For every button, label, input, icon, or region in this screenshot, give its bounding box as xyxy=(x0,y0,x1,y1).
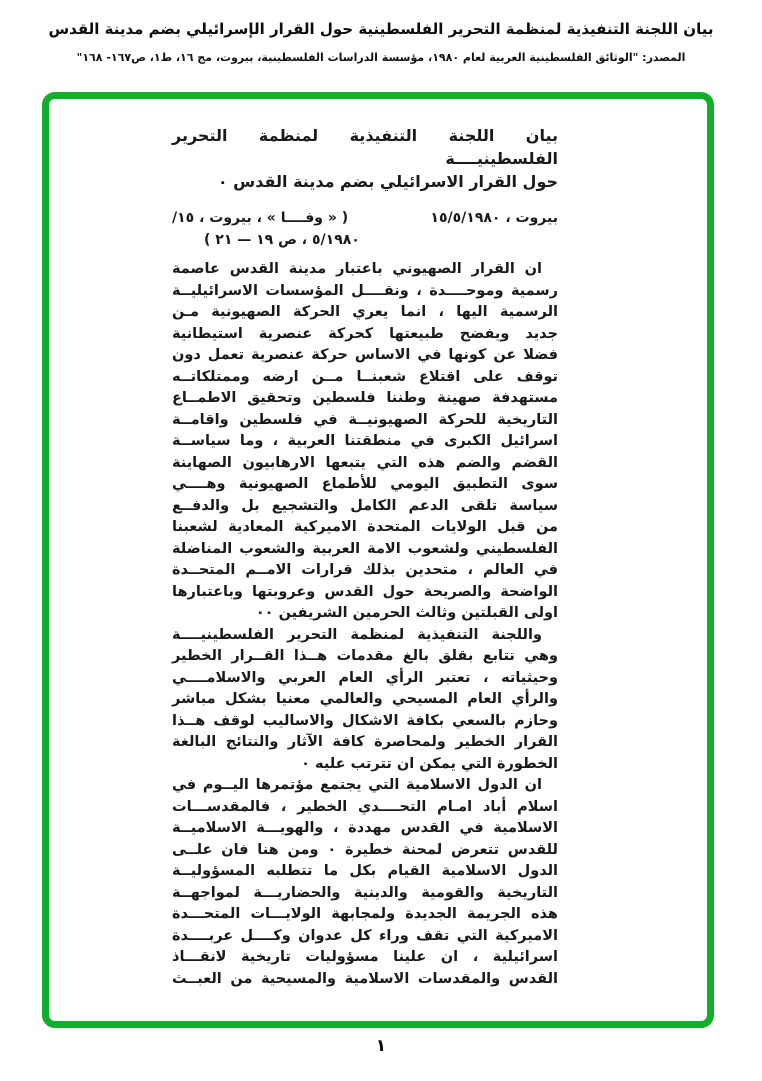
document-line: في العالم ، متحدين بذلك قرارات الامــم المتحــدة xyxy=(172,562,558,578)
document-line: واللجنة التنفيذية لمنظمة التحرير الفلسطينيــــة xyxy=(172,626,542,643)
document-line: اسرائيلية ، ان علينا مسؤوليات تاريخية لانقـــاذ xyxy=(172,949,558,965)
document-line: والرأي العام المسيحي والعالمي معنيا بشكل مباشر xyxy=(172,691,558,707)
document-line: ان الدول الاسلامية التي يجتمع مؤتمرها اليــوم في xyxy=(172,777,542,793)
document-title-line-1: بيان اللجنة التنفيذية لمنظمة التحرير الفلسطينيــــة xyxy=(172,126,558,168)
document-line: هذه الجريمة الجديدة ولمجابهة الولايـــات المتحـــدة xyxy=(172,906,558,922)
source-citation: المصدر: "الوثائق الفلسطينية العربية لعام ١٩٨٠، مؤسسة الدراسات الفلسطينية، بيروت، مج ١٦، ط١، ص١٦٧- ١٦٨" xyxy=(76,51,686,64)
dateline-citation-end: ٥/١٩٨٠ ، ص ١٩ — ٢١ ) xyxy=(204,232,360,248)
document-line: القدس والمقدسات الاسلامية والمسيحية من العبــث xyxy=(172,970,558,987)
document-line: وحازم بالسعي بكافة الاشكال والاساليب لوقف هــذا xyxy=(172,712,558,729)
page-title: بيان اللجنة التنفيذية لمنظمة التحرير الفلسطينية حول القرار الإسرائيلي بضم مدينة القدس xyxy=(48,20,714,38)
document-line: توقف على اقتلاع شعبنــا مــن ارضه وممتلكاتــه xyxy=(172,368,558,385)
document-line: اولى القبلتين وثالث الحرمين الشريفين ٠٠ xyxy=(255,605,558,621)
document-line: وحيثياته ، تعتبر الرأي العام العربي والاسلامــــي xyxy=(172,669,558,686)
document-line: ان القرار الصهيوني باعتبار مدينة القدس عاصمة xyxy=(172,261,542,277)
document-title xyxy=(172,124,558,193)
document-dateline xyxy=(172,207,558,251)
document-body xyxy=(172,259,558,990)
document-line: الاميركية التي تقف وراء كل عدوان وكــــل عربــــدة xyxy=(172,927,558,944)
document-line: اسلام أباد امـام التحــــدي الخطير ، فالمقدســـات xyxy=(172,798,558,815)
dateline-place-date: بيروت ، ١٥/٥/١٩٨٠ xyxy=(430,210,558,226)
dateline-citation-start: ( « وفــــا » ، بيروت ، ١٥/ xyxy=(172,210,349,226)
document-line: القرار الخطير ولمحاصرة كافة الآثار والنتائج البالغة xyxy=(172,734,558,750)
document-line: رسمية وموحــــدة ، ونقــــل المؤسسات الاسرائيليــة xyxy=(172,282,558,299)
document-line: فضلا عن كونها في الاساس حركة عنصرية تعمل دون xyxy=(172,347,558,363)
document-line: سياسة تلقى الدعم الكامل والتشجيع بل والدفــع xyxy=(172,497,558,514)
document-line: اسرائيل الكبرى في منطقتنا العربية ، وما سياســة xyxy=(172,433,558,449)
document-line: سوى التطبيق اليومي للأطماع الصهيونية وهــــي xyxy=(172,476,558,492)
document-line: وهي تتابع بقلق بالغ مقدمات هــذا القــرار الخطير xyxy=(172,648,558,664)
document-line: مستهدفة صهينة وطننا فلسطين وتحقيق الاطمــاع xyxy=(172,390,558,406)
document-line: الدول الاسلامية القيام بكل ما تتطلبه المسؤوليــة xyxy=(172,863,558,879)
document-title-line-2: حول القرار الاسرائيلي بضم مدينة القدس ٠ xyxy=(217,172,558,191)
document-line: الخطورة التي يمكن ان تترتب عليه ٠ xyxy=(301,755,558,772)
document-line: للقدس تتعرض لمحنة خطيرة ٠ ومن هنا فان علــى xyxy=(172,841,558,858)
page-header xyxy=(0,20,762,64)
document-line: من قبل الولايات المتحدة الاميركية المعادية لشعبنا xyxy=(172,519,558,535)
document-line: الواضحة والصريحة حول القدس وعروبتها وباعتبارها xyxy=(172,583,558,600)
page-number: ١ xyxy=(375,1036,387,1056)
document-scan xyxy=(172,124,558,990)
document-line: الرسمية اليها ، انما يعري الحركة الصهيونية مـن xyxy=(172,304,558,320)
document-line: الفلسطيني ولشعوب الامة العربية والشعوب المناضلة xyxy=(172,540,558,557)
document-line: جديد ويفضح طبيعتها كحركة عنصرية استيطانية xyxy=(172,325,558,342)
document-line: التاريخية للحركة الصهيونيــة في فلسطين واقامــة xyxy=(172,411,558,428)
document-line: القضم والضم هذه التي يتبعها الارهابيون الصهاينة xyxy=(172,454,558,471)
document-line: الاسلامية في القدس مهددة ، والهويـــة الاسلاميــة xyxy=(172,820,558,836)
document-line: التاريخية والقومية والدينية والحضاريـــة لمواجهــة xyxy=(172,884,558,901)
